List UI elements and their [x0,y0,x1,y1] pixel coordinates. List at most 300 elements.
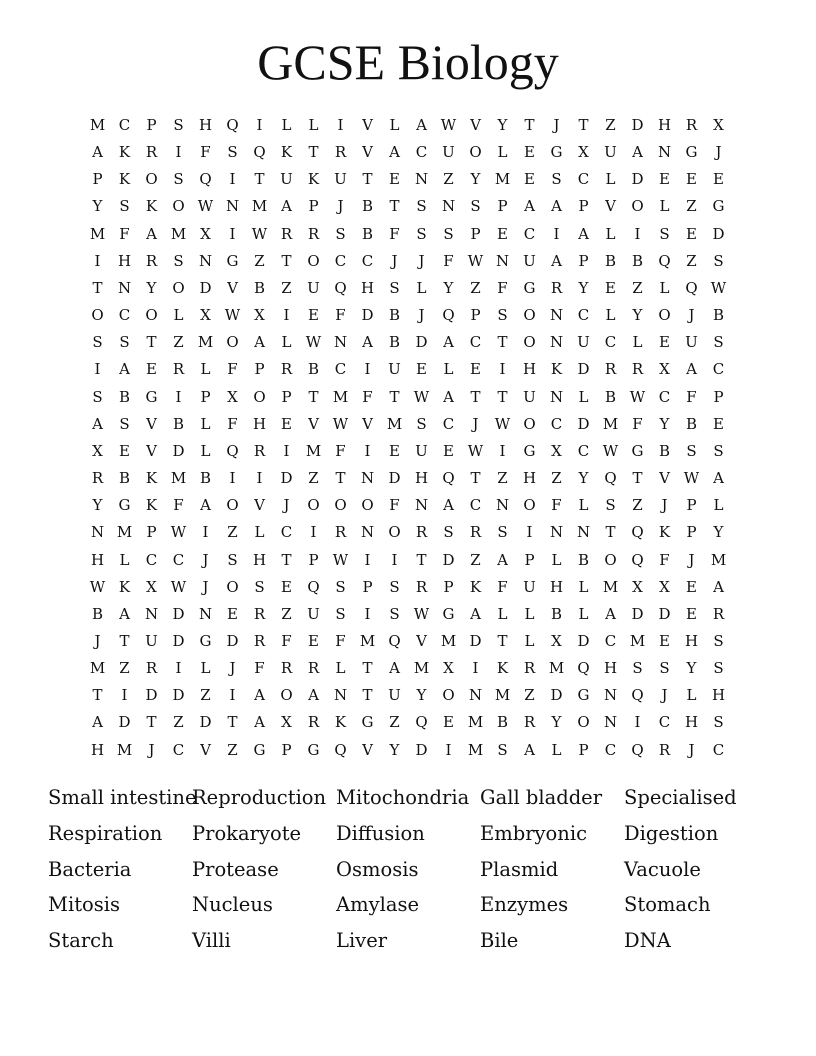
grid-letter: J [229,659,236,678]
grid-letter: N [333,686,348,705]
grid-letter: B [253,278,266,297]
grid-letter: C [712,740,725,759]
grid-letter: L [524,631,535,650]
grid-letter: L [713,496,724,515]
grid-letter: P [146,523,157,542]
grid-letter: T [119,631,130,650]
grid-letter: S [173,170,184,189]
grid-letter: I [499,441,506,460]
grid-letter: V [146,414,157,433]
grid-letter: N [549,306,564,325]
grid-letter: E [146,360,157,379]
word-list-item: Protease [192,857,279,881]
grid-letter: S [713,333,724,352]
grid-letter: X [146,577,157,596]
grid-letter: S [470,197,481,216]
grid-letter: F [335,306,346,325]
grid-letter: H [684,631,699,650]
grid-letter: Q [604,469,617,488]
grid-letter: R [172,360,185,379]
grid-letter: I [175,143,182,162]
grid-letter: O [523,414,536,433]
grid-letter: V [362,414,373,433]
grid-letter: C [172,740,185,759]
grid-letter: O [658,306,671,325]
grid-letter: K [145,469,158,488]
grid-letter: V [362,143,373,162]
grid-letter: O [442,686,455,705]
grid-letter: Z [686,251,697,270]
grid-letter: F [551,496,562,515]
grid-letter: I [364,604,371,623]
grid-letter: I [337,116,344,134]
grid-letter: F [281,631,292,650]
grid-letter: I [229,224,236,243]
grid-letter: A [92,414,103,433]
word-list-item: Reproduction [192,786,327,809]
grid-letter: U [442,143,455,162]
grid-letter: S [335,577,346,596]
grid-letter: U [523,251,536,270]
grid-letter: P [92,170,103,189]
grid-letter: O [523,306,536,325]
grid-letter: I [229,686,236,705]
grid-row [84,658,732,685]
grid-letter: E [686,604,697,623]
grid-letter: O [388,523,401,542]
grid-row [84,495,732,522]
grid-letter: A [632,143,643,162]
grid-letter: C [604,631,617,650]
grid-letter: E [281,577,292,596]
grid-letter: Y [578,278,589,297]
grid-letter: S [389,577,400,596]
grid-letter: C [415,143,428,162]
grid-letter: H [522,469,537,488]
grid-letter: V [659,469,670,488]
grid-letter: A [524,197,535,216]
grid-letter: E [524,170,535,189]
grid-letter: M [251,197,268,216]
grid-letter: A [254,686,265,705]
grid-letter: Y [659,414,670,433]
grid-letter: M [116,523,133,542]
grid-letter: O [469,143,482,162]
grid-letter: A [551,197,562,216]
grid-letter: P [524,550,535,569]
word-list-item: Prokaryote [192,821,302,845]
grid-letter: A [443,496,454,515]
grid-letter: L [200,360,211,379]
grid-letter: J [391,251,398,270]
grid-letter: R [550,278,563,297]
grid-letter: L [173,306,184,325]
grid-letter: U [685,333,698,352]
grid-letter: I [364,550,371,569]
grid-letter: O [334,496,347,515]
grid-letter: B [496,713,509,732]
grid-letter: F [362,387,373,406]
grid-letter: N [198,604,213,623]
grid-letter: D [172,604,185,623]
grid-letter: H [522,360,537,379]
grid-letter: N [495,496,510,515]
grid-letter: X [443,659,454,678]
grid-letter: Q [442,469,455,488]
grid-letter: O [577,713,590,732]
grid-letter: E [713,170,724,189]
grid-letter: Z [632,496,643,515]
grid-letter: T [362,659,373,678]
word-list-item: Amylase [336,893,419,917]
grid-letter: D [712,224,725,243]
grid-letter: N [549,523,564,542]
grid-letter: G [442,604,455,623]
grid-letter: Z [470,278,481,297]
grid-letter: Z [227,740,238,759]
grid-letter: J [337,197,344,216]
grid-letter: D [172,441,185,460]
grid-letter: I [175,659,182,678]
grid-letter: G [523,441,536,460]
grid-letter: Y [632,306,643,325]
grid-letter: E [470,360,481,379]
grid-letter: M [197,333,214,352]
grid-letter: S [119,333,130,352]
grid-letter: I [256,469,263,488]
grid-letter: Q [334,740,347,759]
grid-letter: W [332,414,349,433]
grid-letter: A [254,713,265,732]
grid-letter: U [523,387,536,406]
word-list-item: Osmosis [336,857,419,881]
grid-letter: M [494,686,511,705]
grid-letter: A [389,659,400,678]
grid-letter: B [361,224,374,243]
grid-letter: S [227,550,238,569]
grid-letter: C [145,550,158,569]
grid-letter: Z [119,659,130,678]
grid-letter: I [229,170,236,189]
grid-letter: S [713,631,724,650]
grid-letter: O [523,496,536,515]
grid-letter: T [389,197,400,216]
grid-letter: J [715,143,722,162]
grid-letter: K [334,713,347,732]
grid-letter: M [305,441,322,460]
grid-letter: M [467,713,484,732]
grid-letter: Y [416,686,427,705]
grid-letter: S [173,251,184,270]
grid-letter: Q [199,170,212,189]
grid-letter: R [145,251,158,270]
grid-letter: A [578,224,589,243]
grid-row [84,577,732,604]
grid-letter: S [389,278,400,297]
grid-letter: Z [173,713,184,732]
grid-letter: H [684,713,699,732]
grid-letter: T [281,550,292,569]
grid-letter: U [577,333,590,352]
grid-letter: H [198,116,213,134]
grid-letter: L [416,278,427,297]
word-list [48,780,788,959]
grid-letter: O [280,686,293,705]
grid-letter: O [172,197,185,216]
grid-letter: L [200,659,211,678]
grid-letter: J [94,631,101,650]
grid-letter: A [119,604,130,623]
grid-letter: F [335,441,346,460]
grid-letter: W [413,387,430,406]
grid-letter: O [145,170,158,189]
grid-letter: L [200,441,211,460]
grid-letter: J [148,740,155,759]
grid-letter: S [92,333,103,352]
grid-row [84,522,732,549]
grid-letter: W [602,441,619,460]
grid-letter: B [199,469,212,488]
grid-letter: A [443,333,454,352]
grid-letter: P [281,740,292,759]
grid-letter: L [605,224,616,243]
grid-letter: U [523,577,536,596]
grid-letter: T [146,333,157,352]
grid-letter: C [658,713,671,732]
grid-letter: B [604,251,617,270]
grid-letter: L [497,604,508,623]
grid-row [84,631,732,658]
grid-letter: R [631,360,644,379]
letter-grid [84,115,732,767]
grid-letter: F [632,414,643,433]
grid-letter: C [118,116,131,134]
grid-letter: O [307,496,320,515]
grid-letter: B [577,550,590,569]
grid-letter: V [254,496,265,515]
grid-letter: Q [253,143,266,162]
grid-letter: A [686,360,697,379]
grid-letter: A [281,197,292,216]
grid-letter: Z [686,197,697,216]
grid-letter: T [416,550,427,569]
grid-letter: N [549,387,564,406]
grid-letter: O [523,333,536,352]
grid-letter: U [307,278,320,297]
grid-letter: Q [226,441,239,460]
grid-letter: E [659,170,670,189]
word-list-item: DNA [624,929,671,953]
word-list-item: Stomach [624,893,711,917]
grid-letter: A [119,360,130,379]
grid-letter: L [578,496,589,515]
grid-letter: J [661,496,668,515]
grid-letter: I [634,713,641,732]
grid-letter: I [634,224,641,243]
grid-letter: K [145,197,158,216]
grid-letter: M [629,631,646,650]
grid-letter: L [524,604,535,623]
grid-letter: L [551,740,562,759]
grid-letter: E [497,224,508,243]
grid-letter: P [308,197,319,216]
grid-letter: S [497,740,508,759]
grid-letter: Q [631,523,644,542]
grid-letter: H [657,116,672,134]
grid-letter: L [605,170,616,189]
grid-letter: W [710,278,727,297]
grid-letter: T [497,631,508,650]
grid-letter: C [658,387,671,406]
grid-letter: Q [388,631,401,650]
grid-letter: Z [308,469,319,488]
grid-letter: R [658,740,671,759]
grid-letter: D [658,604,671,623]
grid-letter: D [577,360,590,379]
grid-letter: A [308,686,319,705]
grid-row [84,251,732,278]
grid-letter: L [200,414,211,433]
grid-letter: Z [173,333,184,352]
grid-letter: L [686,686,697,705]
grid-letter: O [253,387,266,406]
grid-row [84,712,732,739]
grid-letter: B [307,360,320,379]
grid-letter: P [362,577,373,596]
grid-row [84,387,732,414]
grid-letter: H [360,278,375,297]
grid-letter: R [415,523,428,542]
grid-letter: S [335,604,346,623]
grid-letter: X [659,360,670,379]
grid-letter: R [307,224,320,243]
grid-letter: P [443,577,454,596]
word-list-item: Embryonic [480,821,588,845]
grid-letter: X [551,441,562,460]
grid-letter: R [253,604,266,623]
grid-letter: R [280,224,293,243]
grid-letter: P [497,197,508,216]
grid-letter: N [603,686,618,705]
grid-letter: A [92,713,103,732]
grid-letter: G [523,278,536,297]
grid-letter: F [119,224,130,243]
grid-letter: J [418,251,425,270]
word-list-item: Bile [480,929,519,953]
grid-letter: Q [334,278,347,297]
grid-letter: G [550,143,563,162]
grid-letter: D [631,116,644,134]
grid-letter: S [632,659,643,678]
grid-letter: X [551,631,562,650]
grid-letter: K [145,496,158,515]
grid-letter: S [605,496,616,515]
grid-letter: N [117,278,132,297]
grid-row [84,359,732,386]
grid-letter: E [443,713,454,732]
grid-letter: W [305,333,322,352]
grid-letter: N [360,523,375,542]
grid-letter: M [359,631,376,650]
grid-letter: C [550,414,563,433]
grid-letter: R [307,659,320,678]
word-list-item: Plasmid [480,857,559,881]
grid-letter: E [389,441,400,460]
grid-letter: P [578,197,589,216]
grid-letter: S [443,523,454,542]
grid-letter: Y [92,496,103,515]
grid-letter: A [605,604,616,623]
grid-row [84,278,732,305]
grid-letter: H [90,740,105,759]
grid-letter: Z [200,686,211,705]
grid-letter: Z [470,550,481,569]
grid-letter: Y [497,116,508,134]
grid-letter: I [229,469,236,488]
grid-letter: J [283,496,290,515]
grid-letter: S [659,224,670,243]
grid-letter: L [659,278,670,297]
grid-letter: C [442,414,455,433]
grid-letter: A [200,496,211,515]
grid-letter: P [713,387,724,406]
grid-letter: T [632,469,643,488]
grid-letter: T [578,116,589,134]
grid-letter: Q [631,550,644,569]
grid-letter: A [389,143,400,162]
grid-letter: A [713,577,724,596]
grid-letter: I [445,740,452,759]
grid-letter: L [308,116,319,134]
grid-letter: A [443,387,454,406]
grid-letter: P [281,387,292,406]
grid-letter: N [225,197,240,216]
grid-letter: T [335,469,346,488]
grid-letter: G [307,740,320,759]
grid-letter: J [553,116,560,134]
grid-letter: D [280,469,293,488]
grid-row [84,441,732,468]
grid-letter: M [116,740,133,759]
grid-letter: S [497,523,508,542]
grid-letter: S [713,441,724,460]
grid-letter: K [118,170,131,189]
grid-letter: Q [658,251,671,270]
grid-letter: S [227,143,238,162]
grid-letter: R [712,604,725,623]
grid-row [84,414,732,441]
grid-letter: P [308,550,319,569]
grid-letter: C [577,441,590,460]
word-list-item: Bacteria [48,857,132,881]
grid-letter: W [440,116,457,134]
grid-letter: N [333,333,348,352]
grid-letter: D [550,686,563,705]
grid-letter: R [253,631,266,650]
grid-letter: A [146,224,157,243]
grid-letter: W [629,387,646,406]
grid-letter: N [576,523,591,542]
word-list-item: Vacuole [624,857,701,881]
grid-letter: S [713,659,724,678]
grid-letter: J [688,550,695,569]
grid-letter: R [334,143,347,162]
grid-letter: X [578,143,589,162]
grid-letter: V [362,116,373,134]
grid-row [84,142,732,169]
grid-row [84,468,732,495]
grid-letter: X [713,116,724,134]
